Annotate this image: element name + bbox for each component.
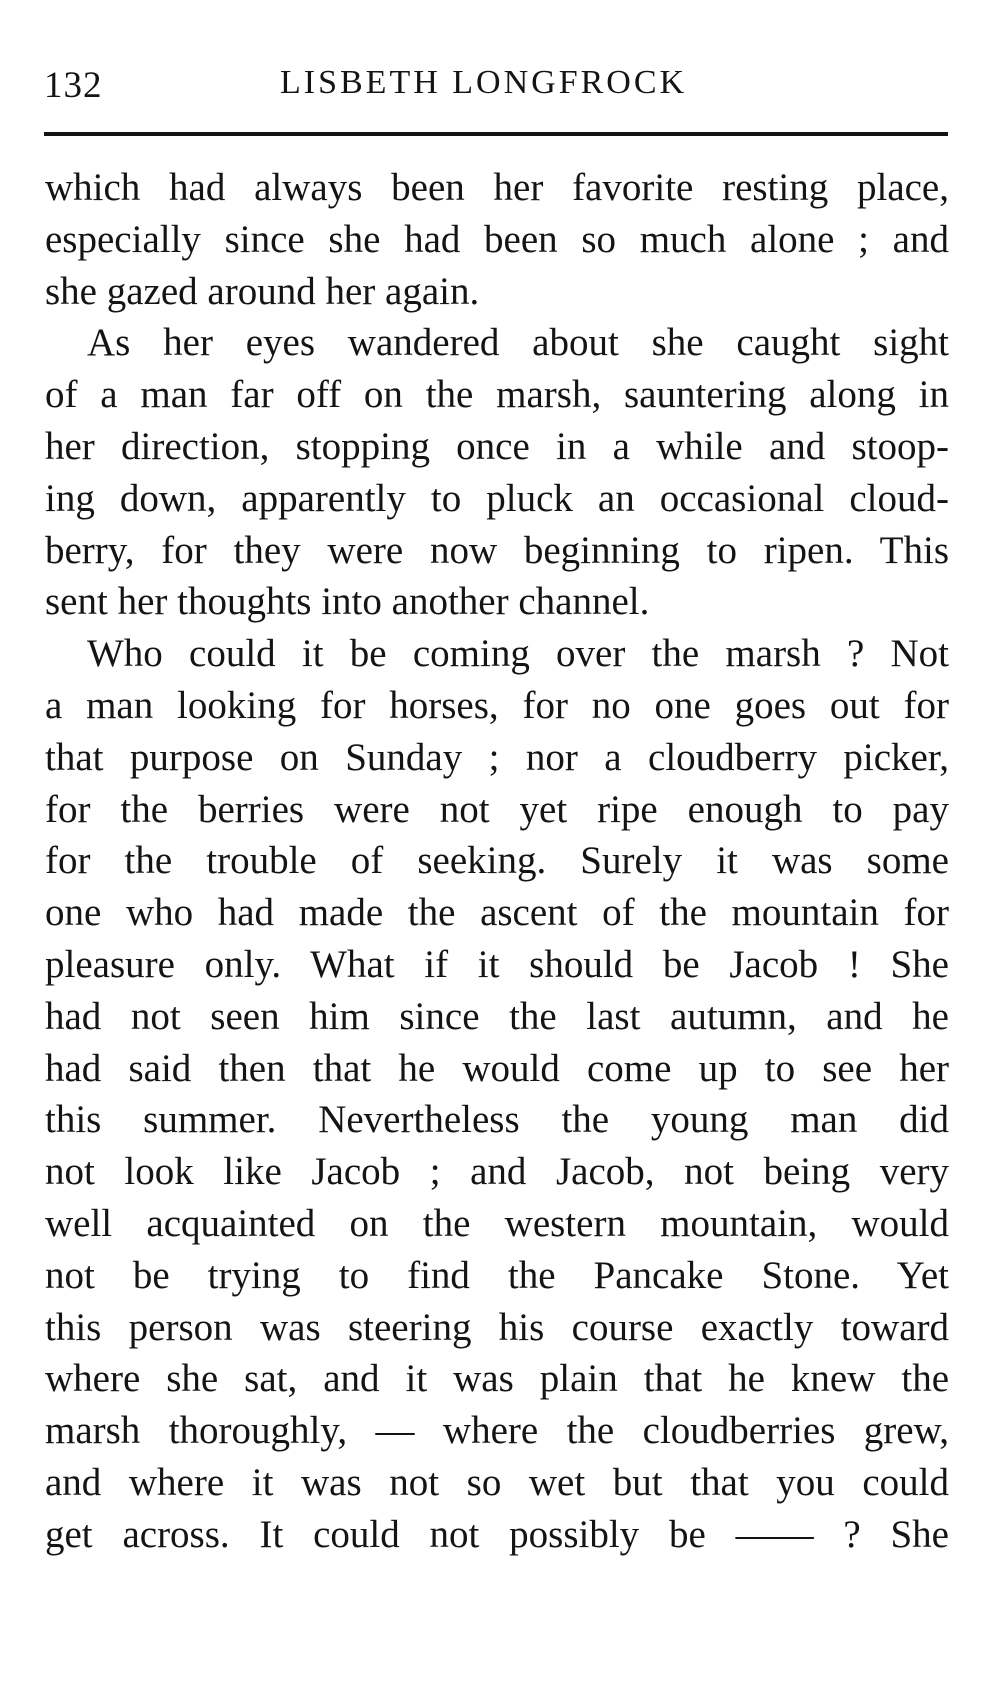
text-line: ing down, apparently to pluck an occasional cloud- [45,476,949,520]
text-line: of a man far off on the marsh, sauntering along in [45,373,949,417]
text-line: one who had made the ascent of the mountain for [45,891,949,935]
text-line: pleasure only. What if it should be Jacob ! She [45,942,949,986]
text-line: her direction, stopping once in a while and stoop- [45,424,949,468]
text-line: this person was steering his course exactly toward [45,1305,949,1349]
text-line: this summer. Nevertheless the young man did [45,1098,949,1142]
text-line: where she sat, and it was plain that he knew the [45,1357,949,1401]
text-line: especially since she had been so much alone ; and [45,217,949,261]
text-line: she gazed around her again. [45,269,480,313]
text-line: not be trying to find the Pancake Stone. Yet [45,1253,949,1297]
text-line: marsh thoroughly, — where the cloudberries grew, [45,1409,949,1453]
header-rule [44,132,948,136]
text-line: berry, for they were now beginning to ripen. This [45,528,949,572]
page-number: 132 [44,65,103,106]
text-line: Who could it be coming over the marsh ? Not [87,632,949,676]
text-line: a man looking for horses, for no one goes out for [45,683,949,727]
text-line: As her eyes wandered about she caught sight [87,321,949,365]
text-line: for the trouble of seeking. Surely it was some [45,839,949,883]
text-line: had not seen him since the last autumn, and he [45,994,949,1038]
text-line: get across. It could not possibly be —— ? She [45,1512,949,1556]
text-line: well acquainted on the western mountain, would [45,1201,949,1245]
running-title: LISBETH LONGFROCK [280,64,688,101]
text-line: sent her thoughts into another channel. [45,580,650,624]
text-line: that purpose on Sunday ; nor a cloudberry picker, [45,735,949,779]
text-line: which had always been her favorite resting place, [45,166,949,209]
text-line: had said then that he would come up to see her [45,1046,949,1090]
body-text [45,162,949,1561]
text-line: not look like Jacob ; and Jacob, not being very [45,1150,949,1194]
running-head [44,64,944,114]
text-line: and where it was not so wet but that you could [45,1460,949,1504]
text-line: for the berries were not yet ripe enough to pay [45,787,949,831]
